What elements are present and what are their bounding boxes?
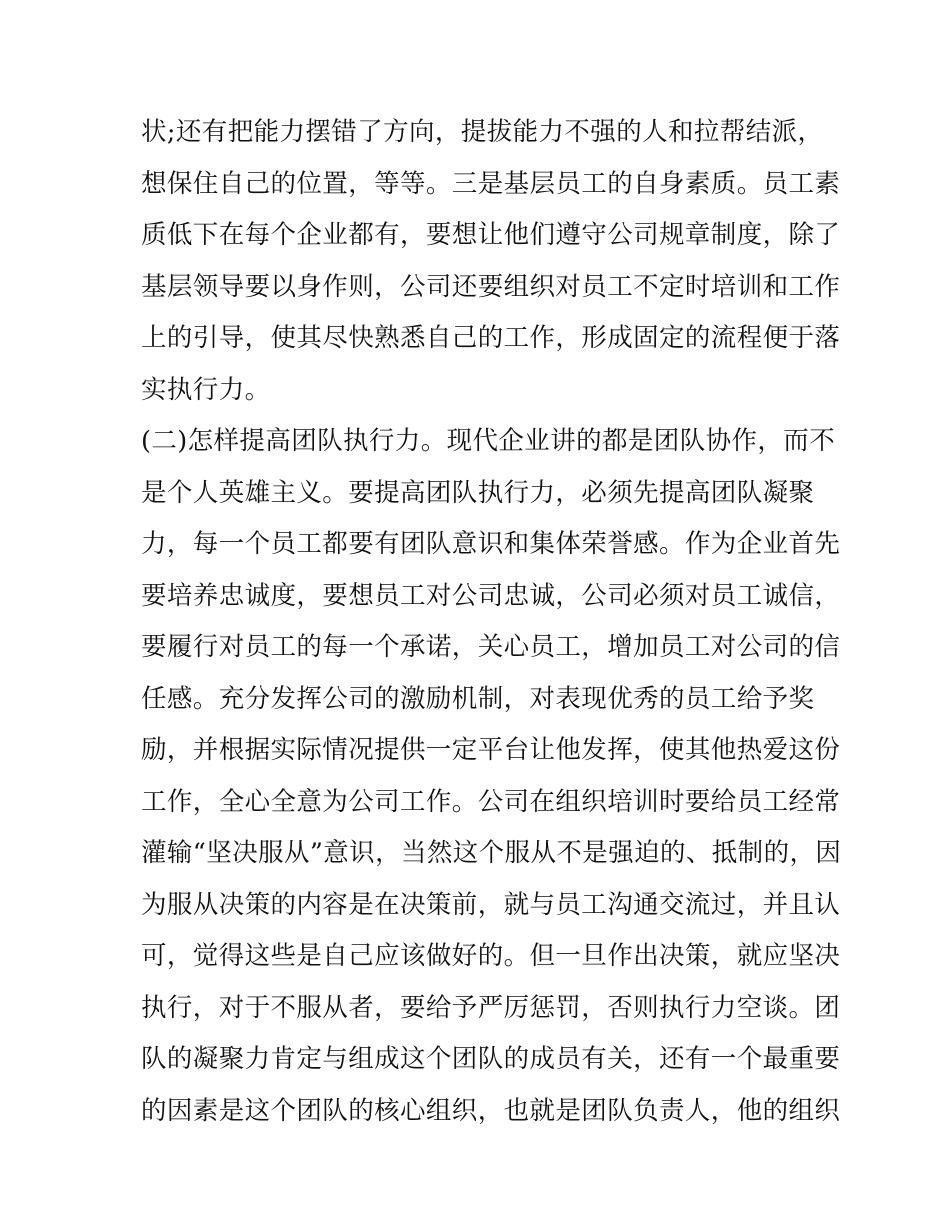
text-line: 任感。充分发挥公司的激励机制，对表现优秀的员工给予奖 — [141, 683, 815, 714]
text-line: 灌输“坚决服从”意识，当然这个服从不是强迫的、抵制的，因 — [141, 838, 842, 868]
text-line: 想保住自己的位置，等等。三是基层员工的自身素质。员工素 — [141, 168, 841, 199]
text-line: 工作，全心全意为公司工作。公司在组织培训时要给员工经常 — [141, 786, 841, 817]
text-line: 状;还有把能力摆错了方向，提拔能力不强的人和拉帮结派， — [141, 117, 824, 147]
text-line: 要履行对员工的每一个承诺，关心员工，增加员工对公司的信 — [141, 632, 841, 662]
text-line: 力，每一个员工都要有团队意识和集体荣誉感。作为企业首先 — [141, 529, 841, 559]
text-line: 的因素是这个团队的核心组织，也就是团队负责人，他的组织 — [141, 1095, 841, 1126]
text-line: 为服从决策的内容是在决策前，就与员工沟通交流过，并且认 — [141, 889, 841, 920]
text-line: 励，并根据实际情况提供一定平台让他发挥，使其他热爱这份 — [141, 735, 841, 765]
text-line: 队的凝聚力肯定与组成这个团队的成员有关，还有一个最重要 — [141, 1044, 841, 1074]
text-line: 是个人英雄主义。要提高团队执行力，必须先提高团队凝聚 — [141, 477, 815, 508]
text-line: 可，觉得这些是自己应该做好的。但一旦作出决策，就应坚决 — [141, 941, 841, 971]
text-line: (二)怎样提高团队执行力。现代企业讲的都是团队协作，而不 — [141, 426, 836, 456]
text-line: 上的引导，使其尽快熟悉自己的工作，形成固定的流程便于落 — [141, 323, 841, 353]
text-line: 基层领导要以身作则，公司还要组织对员工不定时培训和工作 — [141, 271, 841, 302]
body-text — [141, 107, 842, 1137]
text-line: 执行，对于不服从者，要给予严厉惩罚，否则执行力空谈。团 — [141, 992, 841, 1023]
text-line: 要培养忠诚度，要想员工对公司忠诚，公司必须对员工诚信， — [141, 580, 841, 611]
text-line: 实执行力。 — [141, 374, 271, 405]
text-line: 质低下在每个企业都有，要想让他们遵守公司规章制度，除了 — [141, 220, 841, 250]
